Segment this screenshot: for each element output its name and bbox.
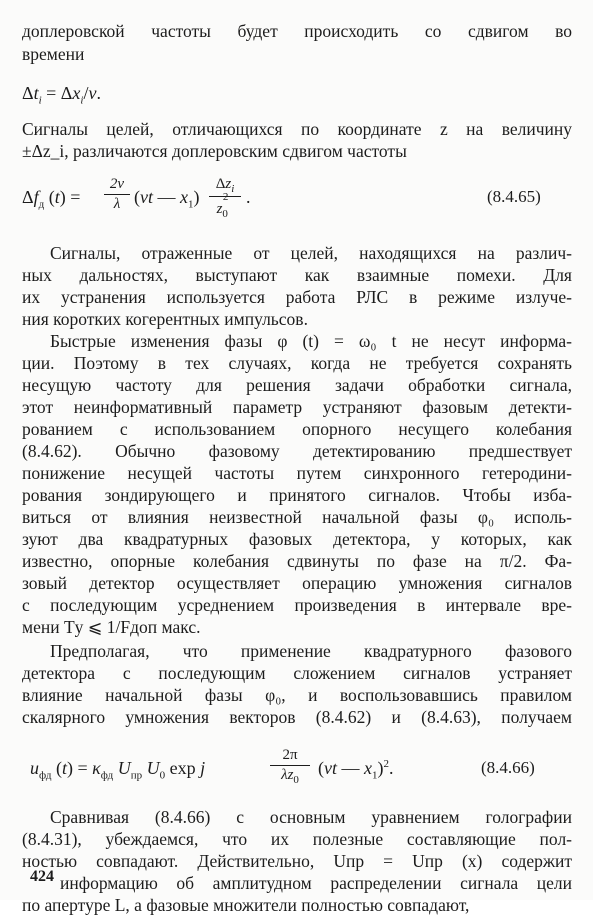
para4-line-1: Быстрые изменения фазы φ (t) = ω₀ t не несут информа-	[50, 331, 572, 351]
para4-line-6: (8.4.62). Обычно фазовому детектированию предшествует	[22, 441, 572, 461]
para4-line-3: несущую частоту для решения задачи обработки сигнала,	[22, 375, 572, 395]
para6-line-3: ностью совпадают. Действительно, Uпр = Uпр (x) содержит	[22, 851, 572, 871]
para4-line-14: мени Tу ⩽ 1/Fдоп макс.	[22, 617, 201, 637]
formula-phase-detector: $u_{фд}$ $(t) = \kappa_{фд}$ $U_{пр}$ $U_0$ exp j	[30, 758, 206, 782]
para2-line-2: ±Δz_i, различаются доплеровским сдвигом частоты	[22, 141, 407, 161]
para2-line-1: Сигналы целей, отличающихся по координате z на величину	[22, 119, 572, 139]
para6-line-2: (8.4.31), убеждаемся, что их полезные составляющие пол-	[22, 829, 572, 849]
para4-line-9: виться от влияния неизвестной начальной фазы φ₀ исполь-	[22, 507, 572, 527]
para3-line-1: Сигналы, отраженные от целей, находящихся на различ-	[50, 243, 572, 263]
page-number: 424	[30, 868, 54, 885]
para5-line-1: Предполагая, что применение квадратурного фазового	[50, 641, 572, 661]
para5-line-4: скалярного умножения векторов (8.4.62) и (8.4.63), получаем	[22, 707, 572, 727]
formula-delta-t	[22, 83, 101, 107]
formula-phase-detector-tail: (vt — $x_1)^2$.	[318, 758, 394, 782]
para4-line-12: зовый детектор осуществляет операцию умножения сигналов	[22, 573, 572, 593]
para1-line-2: времени	[22, 44, 85, 64]
para5-line-3: влияние начальной фазы φ₀, и воспользовавшись правилом	[22, 685, 572, 705]
fraction-2pi-lambda-z0: $\frac{2\pi}{\lambda z_0}$	[270, 747, 310, 786]
para3-line-2: ных дальностях, выступают как взаимные помехи. Для	[22, 265, 572, 285]
formula-doppler-mid: (vt — $x_1$)	[134, 187, 200, 211]
para6-line-4: информацию об амплитудном распределении сигнала цели	[60, 873, 572, 893]
para3-line-4: ния коротких когерентных импульсов.	[22, 309, 308, 329]
para6-line-1: Сравнивая (8.4.66) с основным уравнением голографии	[50, 807, 572, 827]
equation-number-8-4-65: (8.4.65)	[487, 187, 541, 206]
para4-line-8: рования зондирующего и принятого сигналов. Чтобы изба-	[22, 485, 572, 505]
para4-line-13: с последующим усреднением произведения в интервале вре-	[22, 595, 572, 615]
para4-line-2: ции. Поэтому в тех случаях, когда не требуется сохранять	[22, 353, 572, 373]
para5-line-2: детектора с последующим сложением сигналов устраняет	[22, 663, 572, 683]
para4-line-10: зуют два квадратурных фазовых детектора, у которых, как	[22, 529, 572, 549]
equation-number-8-4-66: (8.4.66)	[481, 758, 535, 777]
para6-line-5: по апертуре L, а фазовые множители полностью совпадают,	[22, 895, 470, 915]
formula-doppler-lhs: $\Delta f_д$ (t) =	[22, 187, 81, 211]
formula-doppler-shift	[22, 187, 80, 211]
formula-delta-t-text: $\Delta t_i = \Delta x_i/v$.	[22, 83, 101, 107]
para4-line-7: понижение несущей частоты путем синхронного гетеродини-	[22, 463, 572, 483]
formula-doppler-period: .	[246, 187, 251, 207]
para4-line-5: рованием с использованием опорного несущего колебания	[22, 419, 572, 439]
para4-line-11: известно, опорные колебания сдвинуты по фазе на π/2. Фа-	[22, 551, 572, 571]
para1-line-1: доплеровской частоты будет происходить со сдвигом во	[22, 21, 572, 41]
para4-line-4: этот неинформативный параметр устраняют фазовым детекти-	[22, 397, 572, 417]
para3-line-3: их устранения используется работа РЛС в режиме излуче-	[22, 287, 572, 307]
fraction-dz-z0: $\Delta z_i$ $z_0^2$	[209, 176, 241, 220]
fraction-2v-lambda: $\frac{2v}{\lambda}$	[104, 176, 130, 213]
